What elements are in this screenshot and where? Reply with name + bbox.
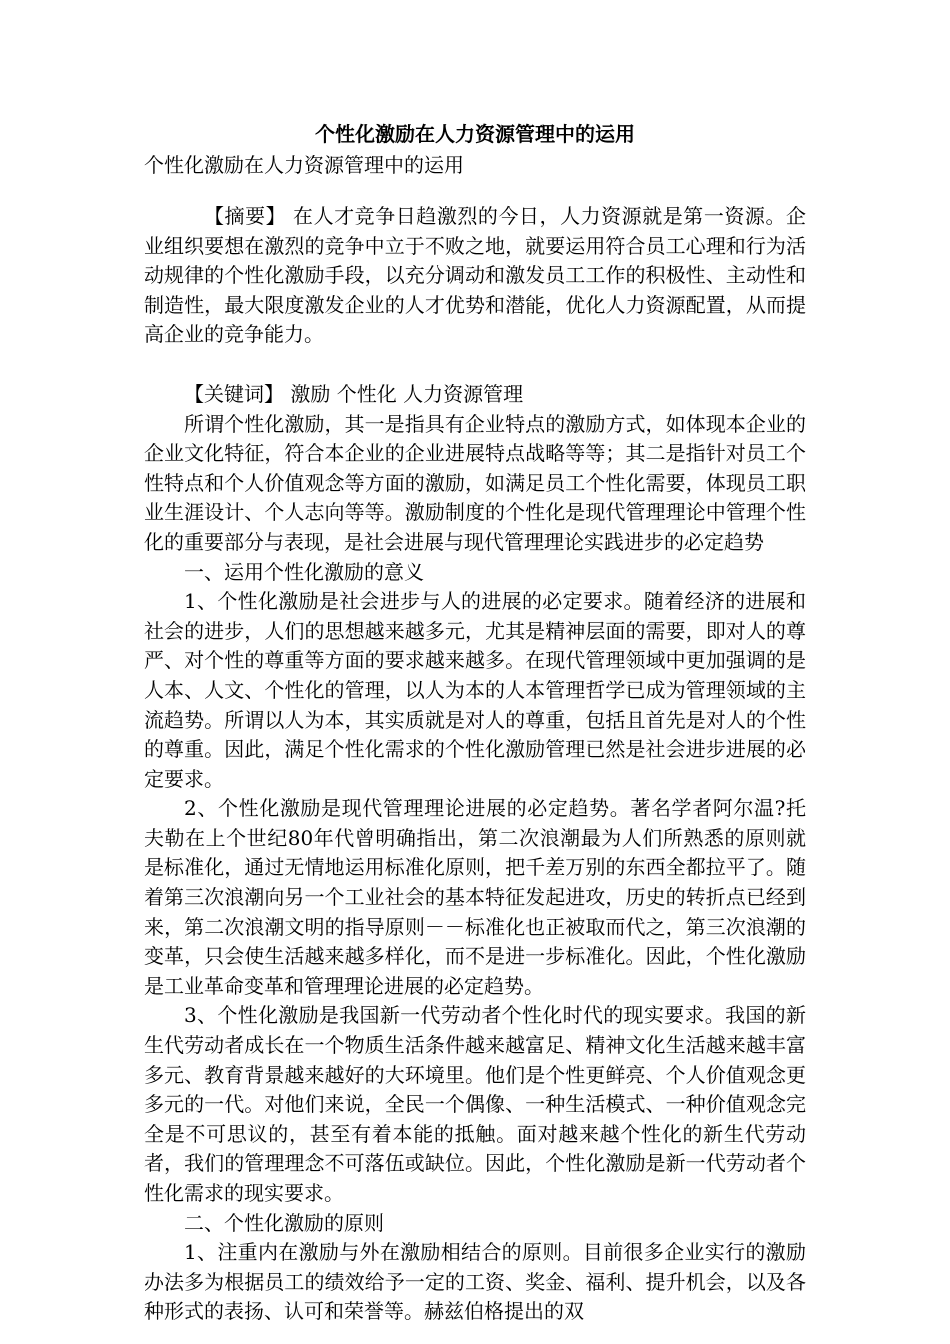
body-paragraph: 3、个性化激励是我国新一代劳动者个性化时代的现实要求。我国的新生代劳动者成长在一个物质生活条件越来越富足、精神文化生活越来越丰富多元、教育背景越来越好的大环境里。他们是个性更鲜亮、个人价值观念更多元的一代。对他们来说，全民一个偶像、一种生活模式、一种价值观念完全是不可思议的，甚至有着本能的抵触。面对越来越个性化的新生代劳动者，我们的管理理念不可落伍或缺位。因此，个性化激励是新一代劳动者个性化需求的现实要求。 (144, 1003, 806, 1205)
document-page (144, 118, 806, 1327)
keywords-line: 【关键词】 激励 个性化 人力资源管理 (184, 381, 524, 406)
body-paragraph: 所谓个性化激励，其一是指具有企业特点的激励方式，如体现本企业的企业文化特征，符合本企业的企业进展特点战略等等；其二是指针对员工个性特点和个人价值观念等方面的激励，如满足员工个性化需要，体现员工职业生涯设计、个人志向等等。激励制度的个性化是现代管理理论中管理个性化的重要部分与表现，是社会进展与现代管理理论实践进步的必定趋势 (144, 411, 806, 554)
section-heading: 二、个性化激励的原则 (184, 1210, 384, 1235)
document-title: 个性化激励在人力资源管理中的运用 (315, 122, 635, 146)
abstract-paragraph: 【摘要】 在人才竞争日趋激烈的今日，人力资源就是第一资源。企业组织要想在激烈的竞争中立于不败之地，就要运用符合员工心理和行为活动规律的个性化激励手段，以充分调动和激发员工工作的积极性、主动性和制造性，最大限度激发企业的人才优势和潜能，优化人力资源配置，从而提高企业的竞争能力。 (144, 204, 806, 347)
body-paragraph: 1、注重内在激励与外在激励相结合的原则。目前很多企业实行的激励办法多为根据员工的绩效给予一定的工资、奖金、福利、提升机会，以及各种形式的表扬、认可和荣誉等。赫兹伯格提出的双 (144, 1240, 806, 1324)
document-subtitle: 个性化激励在人力资源管理中的运用 (144, 153, 464, 177)
section-heading: 一、运用个性化激励的意义 (184, 559, 424, 584)
body-paragraph: 2、个性化激励是现代管理理论进展的必定趋势。著名学者阿尔温?托夫勒在上个世纪80年代曾明确指出，第二次浪潮最为人们所熟悉的原则就是标准化，通过无情地运用标准化原则，把千差万别的东西全都拉平了。随着第三次浪潮向另一个工业社会的基本特征发起进攻，历史的转折点已经到来，第二次浪潮文明的指导原则－－标准化也正被取而代之，第三次浪潮的变革，只会使生活越来越多样化，而不是进一步标准化。因此，个性化激励是工业革命变革和管理理论进展的必定趋势。 (144, 796, 806, 998)
body-paragraph: 1、个性化激励是社会进步与人的进展的必定要求。随着经济的进展和社会的进步，人们的思想越来越多元，尤其是精神层面的需要，即对人的尊严、对个性的尊重等方面的要求越来越多。在现代管理领域中更加强调的是人本、人文、个性化的管理，以人为本的人本管理哲学已成为管理领域的主流趋势。所谓以人为本，其实质就是对人的尊重，包括且首先是对人的个性的尊重。因此，满足个性化需求的个性化激励管理已然是社会进步进展的必定要求。 (144, 589, 806, 791)
